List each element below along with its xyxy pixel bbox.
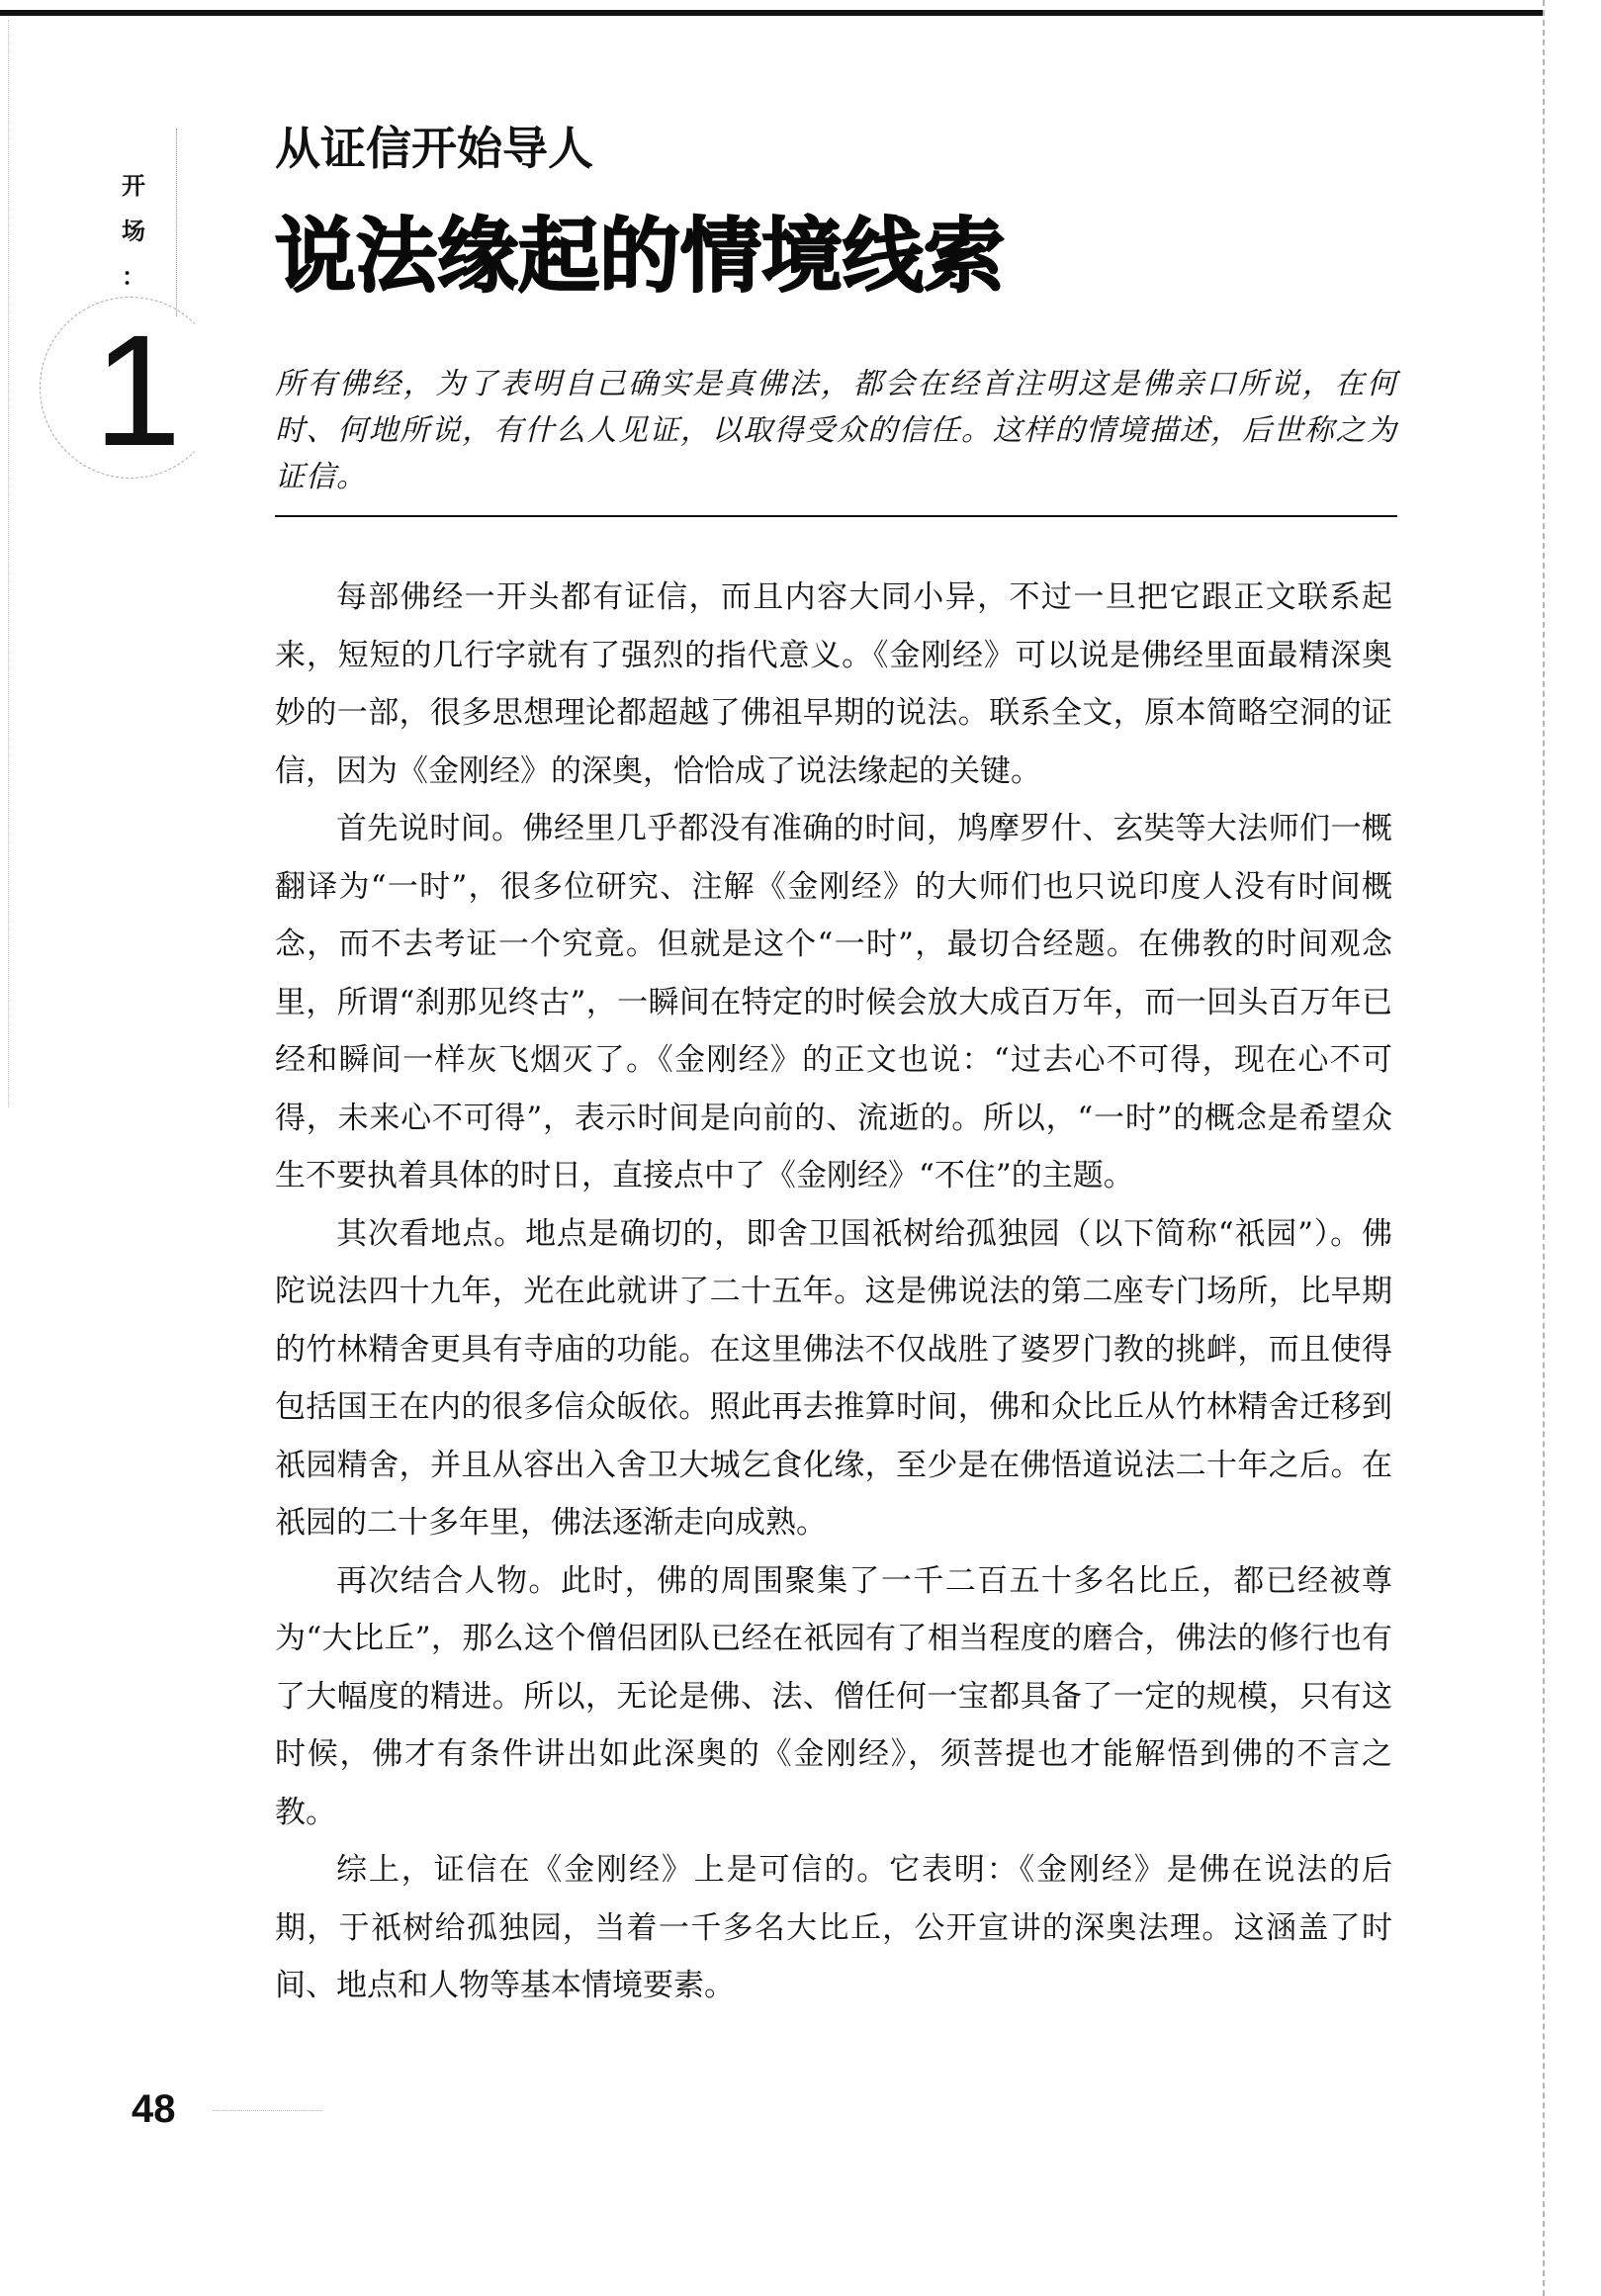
intro-divider — [275, 515, 1397, 517]
side-label-char: 场 — [122, 218, 145, 245]
page-edge-left — [8, 20, 9, 1107]
section-subtitle: 从证信开始导人 — [275, 122, 593, 175]
paragraph: 其次看地点。地点是确切的，即舍卫国祇树给孤独园（以下简称“祇园”）。佛陀说法四十九年，光在此就讲了二十五年。这是佛说法的第二座专门场所，比早期的竹林精舍更具有寺庙的功能。在这里佛法不仅战胜了婆罗门教的挑衅，而且使得包括国王在内的很多信众皈依。照此再去推算时间，佛和众比丘从竹林精舍迁移到祇园精舍，并且从容出入舍卫大城乞食化缘，至少是在佛悟道说法二十年之后。在祇园的二十多年里，佛法逐渐走向成熟。 — [275, 1215, 1392, 1541]
chapter-number: 1 — [93, 302, 182, 479]
page-number: 48 — [132, 2087, 176, 2131]
paragraph: 再次结合人物。此时，佛的周围聚集了一千二百五十多名比丘，都已经被尊为“大比丘”，那么这个僧侣团队已经在祇园有了相当程度的磨合，佛法的修行也有了大幅度的精进。所以，无论是佛、法、僧任何一宝都具备了一定的规模，只有这时候，佛才有条件讲出如此深奥的《金刚经》，须菩提也才能解悟到佛的不言之教。 — [275, 1562, 1392, 1830]
section-side-label — [117, 163, 150, 300]
paragraph: 每部佛经一开头都有证信，而且内容大同小异，不过一旦把它跟正文联系起来，短短的几行字就有了强烈的指代意义。《金刚经》可以说是佛经里面最精深奥妙的一部，很多思想理论都超越了佛祖早期的说法。联系全文，原本简略空洞的证信，因为《金刚经》的深奥，恰恰成了说法缘起的关键。 — [275, 579, 1392, 789]
top-rule — [0, 10, 1543, 16]
side-divider — [176, 129, 177, 316]
section-title: 说法缘起的情境线索 — [275, 210, 1006, 304]
paragraph: 首先说时间。佛经里几乎都没有准确的时间，鸠摩罗什、玄奘等大法师们一概翻译为“一时”，很多位研究、注解《金刚经》的大师们也只说印度人没有时间概念，而不去考证一个究竟。但就是这个“一时”，最切合经题。在佛教的时间观念里，所谓“刹那见终古”，一瞬间在特定的时候会放大成百万年，而一回头百万年已经和瞬间一样灰飞烟灭了。《金刚经》的正文也说：“过去心不可得，现在心不可得，未来心不可得”，表示时间是向前的、流逝的。所以，“一时”的概念是希望众生不要执着具体的时日，直接点中了《金刚经》“不住”的主题。 — [275, 811, 1392, 1193]
page-edge-right — [1543, 0, 1545, 2296]
body-text — [275, 569, 1392, 2015]
paragraph: 综上，证信在《金刚经》上是可信的。它表明：《金刚经》是佛在说法的后期，于祇树给孤独园，当着一千多名大比丘，公开宣讲的深奥法理。这涵盖了时间、地点和人物等基本情境要素。 — [275, 1852, 1392, 2003]
side-label-char: ： — [122, 263, 145, 291]
side-label-char: 开 — [122, 172, 145, 200]
footer-dotted-line — [213, 2110, 321, 2111]
intro-summary: 所有佛经，为了表明自己确实是真佛法，都会在经首注明这是佛亲口所说，在何时、何地所说，有什么人见证，以取得受众的信任。这样的情境描述，后世称之为证信。 — [275, 367, 1397, 494]
